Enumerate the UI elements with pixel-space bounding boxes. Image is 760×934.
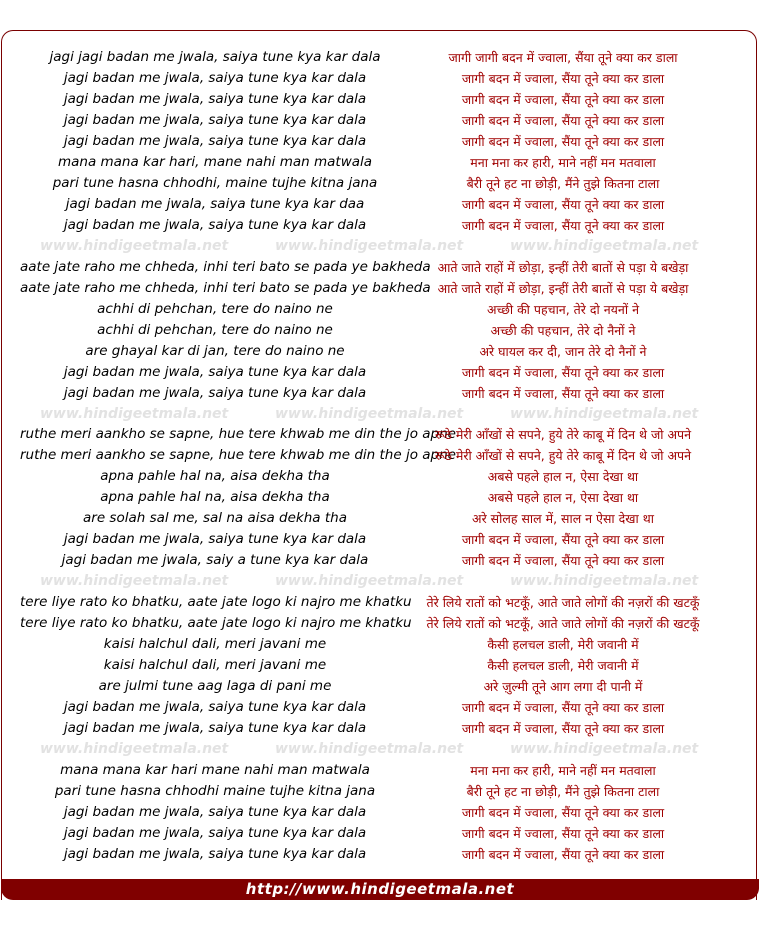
lyric-devanagari: अरे ज़ुल्मी तूने आग लगा दी पानी में: [483, 679, 643, 694]
lyric-devanagari: जागी बदन में ज्वाला, सैंया तूने क्या कर डाला: [461, 532, 665, 547]
lyric-transliteration: jagi badan me jwala, saiya tune kya kar dala: [63, 720, 367, 736]
lyric-transliteration: tere liye rato ko bhatku, aate jate logo ki najro me khatku: [20, 594, 412, 610]
lyric-line: [0, 257, 760, 278]
lyric-transliteration: jagi badan me jwala, saiya tune kya kar dala: [63, 112, 367, 128]
lyric-line: [0, 89, 760, 110]
lyric-line: [0, 320, 760, 341]
lyric-line: [0, 718, 760, 739]
lyric-transliteration: jagi badan me jwala, saiya tune kya kar daa: [65, 196, 365, 212]
lyric-transliteration: are julmi tune aag laga di pani me: [98, 678, 332, 694]
lyric-line: [0, 68, 760, 89]
lyric-line: [0, 110, 760, 131]
lyric-transliteration: jagi badan me jwala, saiya tune kya kar dala: [63, 699, 367, 715]
stanza-5: [0, 760, 760, 865]
lyric-devanagari: अच्छी की पहचान, तेरे दो नयनों ने: [486, 302, 640, 317]
lyric-transliteration: ruthe meri aankho se sapne, hue tere khwab me din the jo apne: [20, 426, 456, 442]
lyric-transliteration: achhi di pehchan, tere do naino ne: [97, 322, 333, 338]
lyric-devanagari: कैसी हलचल डाली, मेरी जवानी में: [487, 637, 639, 652]
lyric-devanagari: जागी जागी बदन में ज्वाला, सैंया तूने क्या कर डाला: [448, 50, 678, 65]
watermark-row-2: [0, 405, 760, 423]
lyric-line: [0, 613, 760, 634]
lyric-devanagari: रूठे मेरी आँखों से सपने, हुये तेरे काबू में दिन थे जो अपने: [434, 427, 692, 442]
lyric-devanagari: अबसे पहले हाल न, ऐसा देखा था: [487, 490, 639, 505]
lyric-devanagari: जागी बदन में ज्वाला, सैंया तूने क्या कर डाला: [461, 92, 665, 107]
lyric-line: [0, 550, 760, 571]
lyric-transliteration: jagi jagi badan me jwala, saiya tune kya kar dala: [49, 49, 381, 65]
lyric-devanagari: मना मना कर हारी, माने नहीं मन मतवाला: [470, 155, 656, 170]
lyric-line: [0, 131, 760, 152]
lyric-transliteration: mana mana kar hari, mane nahi man matwala: [57, 154, 373, 170]
lyric-transliteration: aate jate raho me chheda, inhi teri bato se pada ye bakheda: [20, 259, 431, 275]
lyric-line: [0, 823, 760, 844]
lyric-line: [0, 173, 760, 194]
lyric-line: [0, 844, 760, 865]
watermark-text: www.hindigeetmala.net: [275, 406, 464, 422]
watermark-text: www.hindigeetmala.net: [40, 238, 229, 254]
lyric-devanagari: बैरी तूने हट ना छोड़ी, मैंने तुझे कितना टाला: [466, 176, 660, 191]
lyric-line: [0, 802, 760, 823]
lyric-line: [0, 299, 760, 320]
lyric-transliteration: jagi badan me jwala, saiy a tune kya kar dala: [61, 552, 369, 568]
lyric-devanagari: अरे सोलह साल में, साल न ऐसा देखा था: [472, 511, 654, 526]
lyric-line: [0, 655, 760, 676]
lyric-devanagari: जागी बदन में ज्वाला, सैंया तूने क्या कर डाला: [461, 218, 665, 233]
lyric-devanagari: जागी बदन में ज्वाला, सैंया तूने क्या कर डाला: [461, 197, 665, 212]
watermark-text: www.hindigeetmala.net: [510, 573, 699, 589]
lyric-devanagari: जागी बदन में ज्वाला, सैंया तूने क्या कर डाला: [461, 113, 665, 128]
lyric-transliteration: aate jate raho me chheda, inhi teri bato se pada ye bakheda: [20, 280, 431, 296]
lyric-devanagari: तेरे लिये रातों को भटकूँ, आते जाते लोगों की नज़रों की खटकूँ: [426, 616, 700, 631]
lyric-devanagari: अरे घायल कर दी, जान तेरे दो नैनों ने: [479, 344, 647, 359]
lyric-devanagari: जागी बदन में ज्वाला, सैंया तूने क्या कर डाला: [461, 71, 665, 86]
lyric-line: [0, 634, 760, 655]
lyric-devanagari: जागी बदन में ज्वाला, सैंया तूने क्या कर डाला: [461, 826, 665, 841]
lyric-devanagari: जागी बदन में ज्वाला, सैंया तूने क्या कर डाला: [461, 553, 665, 568]
lyric-transliteration: mana mana kar hari mane nahi man matwala: [60, 762, 370, 778]
lyric-devanagari: बैरी तूने हट ना छोड़ी, मैंने तुझे कितना टाला: [466, 784, 660, 799]
stanza-4: [0, 592, 760, 739]
lyric-transliteration: jagi badan me jwala, saiya tune kya kar dala: [63, 91, 367, 107]
watermark-text: www.hindigeetmala.net: [275, 238, 464, 254]
lyric-line: [0, 424, 760, 445]
lyric-line: [0, 194, 760, 215]
lyric-transliteration: jagi badan me jwala, saiya tune kya kar dala: [63, 825, 367, 841]
lyric-transliteration: jagi badan me jwala, saiya tune kya kar dala: [63, 804, 367, 820]
lyric-line: [0, 341, 760, 362]
lyric-devanagari: जागी बदन में ज्वाला, सैंया तूने क्या कर डाला: [461, 700, 665, 715]
lyric-transliteration: apna pahle hal na, aisa dekha tha: [100, 468, 330, 484]
lyric-devanagari: मना मना कर हारी, माने नहीं मन मतवाला: [470, 763, 656, 778]
lyric-line: [0, 47, 760, 68]
lyric-line: [0, 466, 760, 487]
lyric-transliteration: jagi badan me jwala, saiya tune kya kar dala: [63, 364, 367, 380]
lyric-devanagari: जागी बदन में ज्वाला, सैंया तूने क्या कर डाला: [461, 847, 665, 862]
lyric-line: [0, 676, 760, 697]
lyric-transliteration: are ghayal kar di jan, tere do naino ne: [85, 343, 345, 359]
lyric-line: [0, 487, 760, 508]
watermark-text: www.hindigeetmala.net: [40, 406, 229, 422]
lyric-transliteration: jagi badan me jwala, saiya tune kya kar dala: [63, 70, 367, 86]
lyric-devanagari: अबसे पहले हाल न, ऐसा देखा था: [487, 469, 639, 484]
lyric-transliteration: pari tune hasna chhodhi, maine tujhe kitna jana: [52, 175, 378, 191]
lyric-transliteration: are solah sal me, sal na aisa dekha tha: [83, 510, 347, 526]
watermark-row-4: [0, 740, 760, 758]
lyric-line: [0, 508, 760, 529]
lyric-devanagari: जागी बदन में ज्वाला, सैंया तूने क्या कर डाला: [461, 805, 665, 820]
watermark-text: www.hindigeetmala.net: [510, 238, 699, 254]
lyric-transliteration: ruthe meri aankho se sapne, hue tere khwab me din the jo apne: [20, 447, 456, 463]
watermark-text: www.hindigeetmala.net: [510, 741, 699, 757]
lyric-transliteration: jagi badan me jwala, saiya tune kya kar dala: [63, 133, 367, 149]
lyric-transliteration: jagi badan me jwala, saiya tune kya kar dala: [63, 846, 367, 862]
watermark-text: www.hindigeetmala.net: [275, 573, 464, 589]
lyric-devanagari: जागी बदन में ज्वाला, सैंया तूने क्या कर डाला: [461, 134, 665, 149]
lyric-devanagari: आते जाते राहों में छोड़ा, इन्हीं तेरी बातों से पड़ा ये बखेड़ा: [437, 260, 689, 275]
lyric-transliteration: jagi badan me jwala, saiya tune kya kar dala: [63, 531, 367, 547]
footer-site-link[interactable]: http://www.hindigeetmala.net: [1, 879, 759, 900]
lyric-line: [0, 445, 760, 466]
lyric-transliteration: kaisi halchul dali, meri javani me: [103, 636, 327, 652]
lyric-devanagari: जागी बदन में ज्वाला, सैंया तूने क्या कर डाला: [461, 386, 665, 401]
lyric-devanagari: कैसी हलचल डाली, मेरी जवानी में: [487, 658, 639, 673]
lyric-transliteration: tere liye rato ko bhatku, aate jate logo ki najro me khatku: [20, 615, 412, 631]
lyric-devanagari: जागी बदन में ज्वाला, सैंया तूने क्या कर डाला: [461, 365, 665, 380]
watermark-text: www.hindigeetmala.net: [40, 573, 229, 589]
lyric-line: [0, 781, 760, 802]
watermark-row-3: [0, 572, 760, 590]
lyric-line: [0, 215, 760, 236]
stanza-1: [0, 47, 760, 236]
lyric-line: [0, 278, 760, 299]
lyric-transliteration: jagi badan me jwala, saiya tune kya kar dala: [63, 217, 367, 233]
lyric-transliteration: achhi di pehchan, tere do naino ne: [97, 301, 333, 317]
lyric-transliteration: apna pahle hal na, aisa dekha tha: [100, 489, 330, 505]
lyric-devanagari: तेरे लिये रातों को भटकूँ, आते जाते लोगों की नज़रों की खटकूँ: [426, 595, 700, 610]
lyric-line: [0, 362, 760, 383]
lyric-devanagari: रूठे मेरी आँखों से सपने, हुये तेरे काबू में दिन थे जो अपने: [434, 448, 692, 463]
watermark-text: www.hindigeetmala.net: [40, 741, 229, 757]
lyric-devanagari: जागी बदन में ज्वाला, सैंया तूने क्या कर डाला: [461, 721, 665, 736]
lyric-line: [0, 697, 760, 718]
lyric-line: [0, 529, 760, 550]
lyric-devanagari: आते जाते राहों में छोड़ा, इन्हीं तेरी बातों से पड़ा ये बखेड़ा: [437, 281, 689, 296]
stanza-2: [0, 257, 760, 404]
stanza-3: [0, 424, 760, 571]
lyric-transliteration: pari tune hasna chhodhi maine tujhe kitna jana: [54, 783, 376, 799]
lyric-line: [0, 592, 760, 613]
watermark-text: www.hindigeetmala.net: [510, 406, 699, 422]
lyric-line: [0, 760, 760, 781]
lyric-transliteration: jagi badan me jwala, saiya tune kya kar dala: [63, 385, 367, 401]
watermark-text: www.hindigeetmala.net: [275, 741, 464, 757]
lyric-devanagari: अच्छी की पहचान, तेरे दो नैनों ने: [490, 323, 636, 338]
lyric-transliteration: kaisi halchul dali, meri javani me: [103, 657, 327, 673]
lyric-line: [0, 383, 760, 404]
watermark-row-1: [0, 237, 760, 255]
lyric-line: [0, 152, 760, 173]
